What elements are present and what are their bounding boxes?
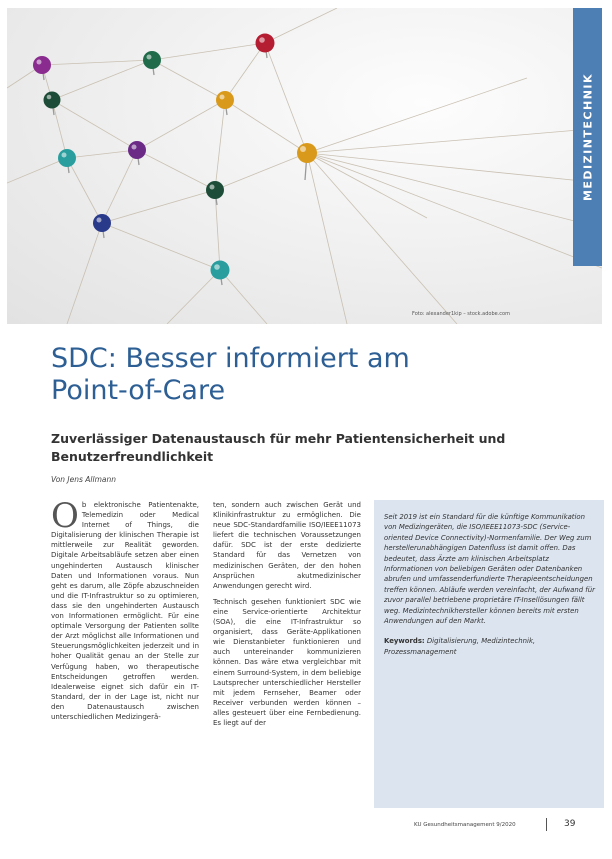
keywords-value: Digitalisierung, Medizintechnik, Prozessmanagement (384, 637, 536, 656)
pin-teal-2 (211, 261, 230, 280)
page-number: 39 (564, 819, 576, 829)
pin-violet (128, 141, 146, 159)
abstract-content (384, 512, 596, 667)
hero-image (7, 8, 602, 324)
abstract-box (374, 500, 604, 808)
footer-divider (546, 818, 547, 831)
body-paragraph-1: ten, sondern auch zwischen Gerät und Klinikinfrastruktur zu ermöglichen. Die neue SDC-Standardfamilie ISO/IEEE11073 liefert die technischen Voraussetzungen dafür. SDC ist der erste dedizierte Standard für das Vernetzen von medizinischen Geräten, der den hohen Ansprüchen akutmedizinischer Anwendungen gerecht wird. (213, 501, 361, 590)
body-column-1 (51, 496, 199, 728)
pin-red (256, 34, 275, 53)
pin-needles (42, 43, 307, 285)
pin-heads (33, 34, 317, 280)
body-paragraph-2: Technisch gesehen funktioniert SDC wie eine Service-orientierte Architektur (SOA), die eine IT-Infrastruktur so organisiert, dass Geräte-Applikationen wie Dienstanbieter funktionieren und auch untereinander kommunizieren können. Das wäre etwa vergleichbar mit einem Surround-System, in dem beliebige Lautsprecher unterschiedlicher Hersteller mit jedem Fernseher, Beamer oder Receiver verbunden werden können – alles gesteuert über eine Fernbedienung. Es liegt auf der (213, 597, 361, 727)
article-title: SDC: Besser informiert am Point-of-Care (51, 343, 410, 406)
article-subtitle: Zuverlässiger Datenaustausch für mehr Patientensicherheit und Benutzerfreundlichkeit (51, 431, 506, 464)
pin-network-illustration (7, 8, 602, 324)
section-tab (573, 8, 602, 266)
keywords-label: Keywords: (384, 637, 425, 646)
footer-journal: KU Gesundheitsmanagement 9/2020 (414, 822, 516, 828)
pin-teal (58, 149, 76, 167)
intro-paragraph (51, 496, 199, 722)
pin-yellow-large (297, 143, 317, 163)
pin-dark-green (44, 92, 61, 109)
pin-dark-green-2 (206, 181, 224, 199)
abstract-text: Seit 2019 ist ein Standard für die künftige Kommunikation von Medizingeräten, die ISO/IEEE11073-SDC (Service-oriented Device Connectivity)-Normenfamilie. Der Weg zum herstellerunabhängigen Datenfluss ist damit offen. Das bedeutet, dass Ärzte am klinischen Arbeitsplatz Informationen von beliebigen Geräten oder Datenbanken abrufen und umfassenderfundierte Therapieentscheidungen treffen können. Abläufe werden vereinfacht, der Aufwand für zuvor parallel betriebene proprietäre IT-Insellösungen fällt weg. Medizintechnikhersteller können bereits mit ersten Anwendungen auf den Markt. (384, 513, 595, 626)
pin-purple (33, 56, 51, 74)
pin-green (143, 51, 161, 69)
pin-navy (93, 214, 111, 232)
keywords-line (384, 636, 596, 657)
author-line: Von Jens Allmann (51, 475, 116, 484)
section-tab-label: MEDIZINTECHNIK (581, 72, 594, 202)
pin-highlights (37, 37, 307, 270)
pin-yellow (216, 91, 234, 109)
network-threads (7, 8, 602, 324)
body-column-2 (213, 500, 361, 734)
photo-credit: Foto: alexander1kip – stock.adobe.com (412, 311, 510, 317)
dropcap: O (51, 496, 79, 536)
intro-text: b elektronische Patientenakte, Telemedizin oder Medical Internet of Things, die Digitalisierung der klinischen Therapie ist mittlerweile zur Realität geworden. Digitale Arbeitsabläufe setzen aber einen ungehinderten Austausch klinischer Daten und Informationen voraus. Nun geht es darum, alle Zöpfe abzuschneiden und die IT-Infrastruktur so zu optimieren, dass sie den ungehinderten Austausch von Informationen ermöglicht. Für eine optimale Versorgung der Patienten sollte der Arzt möglichst alle Informationen und Steuerungsmöglichkeiten jederzeit und in hoher Qualität genau an der Stelle zur Verfügung haben, wo therapeutische Entscheidungen getroffen werden. Idealerweise eignet sich dafür ein IT-Standard, der in der Lage ist, nicht nur den Datenaustausch zwischen unterschiedlichen Medizingerä- (51, 501, 199, 721)
